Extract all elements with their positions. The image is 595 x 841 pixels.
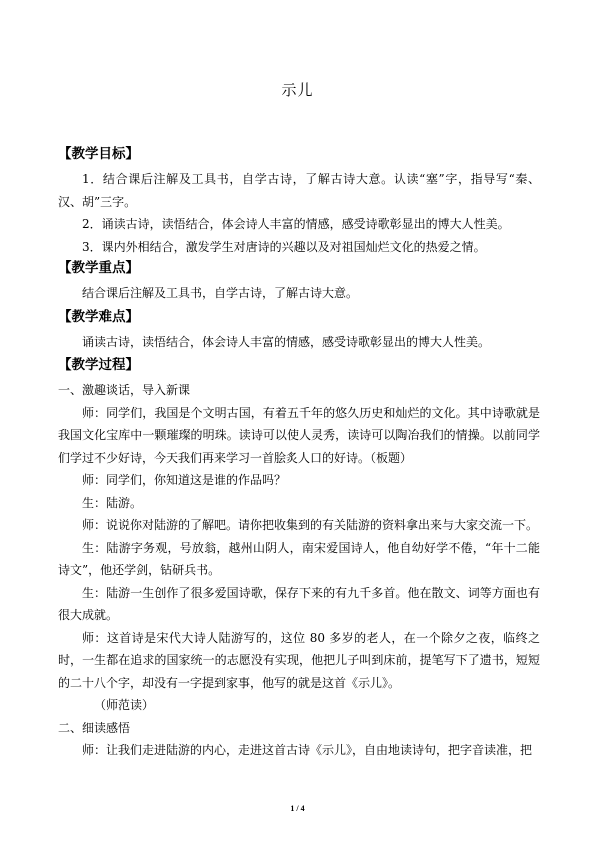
process-paragraph: 师：这首诗是宋代大诗人陆游写的，这位 80 多岁的老人，在一个除夕之夜，临终之时，一生都在追求的国家统一的志愿没有实现，他把儿子叫到床前，提笔写下了遗书，短短的二十八个字，却没有一字提到家事，他写的就是这首《示儿》。 — [58, 630, 540, 690]
process-paragraph: 生：陆游一生创作了很多爱国诗歌，保存下来的有九千多首。他在散文、词等方面也有很大成就。 — [58, 585, 540, 622]
process-note: （师范读） — [94, 698, 155, 712]
goal-item: 3．课内外相结合，激发学生对唐诗的兴趣以及对祖国灿烂文化的热爱之情。 — [82, 239, 486, 254]
page-number: 1 / 4 — [290, 804, 305, 813]
process-paragraph: 师：让我们走进陆游的内心，走进这首古诗《示儿》，自由地读诗句，把字音读准，把 — [82, 743, 533, 757]
section-heading-difficulties: 【教学难点】 — [58, 308, 139, 325]
document-body — [58, 144, 540, 762]
key-points-text: 结合课后注解及工具书，自学古诗，了解古诗大意。 — [82, 286, 359, 300]
goal-item: 1．结合课后注解及工具书，自学古诗，了解古诗大意。认读“塞”字，指导写“秦、汉、胡”三字。 — [58, 172, 540, 209]
process-step-title: 二、细读感悟 — [58, 720, 131, 735]
process-paragraph: 师：同学们，我国是个文明古国，有着五千年的悠久历史和灿烂的文化。其中诗歌就是我国文化宝库中一颗璀璨的明珠。读诗可以使人灵秀，读诗可以陶冶我们的情操。以前同学们学过不少好诗，今天我们再来学习一首脍炙人口的好诗。（板题） — [58, 405, 540, 465]
process-paragraph: 师：说说你对陆游的了解吧。请你把收集到的有关陆游的资料拿出来与大家交流一下。 — [82, 518, 539, 532]
section-heading-key-points: 【教学重点】 — [58, 260, 139, 276]
goal-item: 2．诵读古诗，读悟结合，体会诗人丰富的情感，感受诗歌彰显出的博大人性美。 — [82, 217, 510, 231]
section-heading-goals: 【教学目标】 — [58, 146, 139, 162]
process-paragraph: 师：同学们，你知道这是谁的作品吗？ — [82, 473, 287, 487]
process-paragraph: 生：陆游字务观，号放翁，越州山阴人，南宋爱国诗人，他自幼好学不倦，“年十二能诗文”，他还学剑，钻研兵书。 — [58, 540, 540, 577]
process-step-title: 一、激趣谈话，导入新课 — [58, 383, 191, 397]
difficulties-text: 诵读古诗，读悟结合，体会诗人丰富的情感，感受诗歌彰显出的博大人性美。 — [82, 334, 491, 349]
page-title: 示儿 — [281, 81, 314, 99]
process-paragraph: 生：陆游。 — [82, 495, 143, 510]
section-heading-process: 【教学过程】 — [58, 357, 139, 373]
